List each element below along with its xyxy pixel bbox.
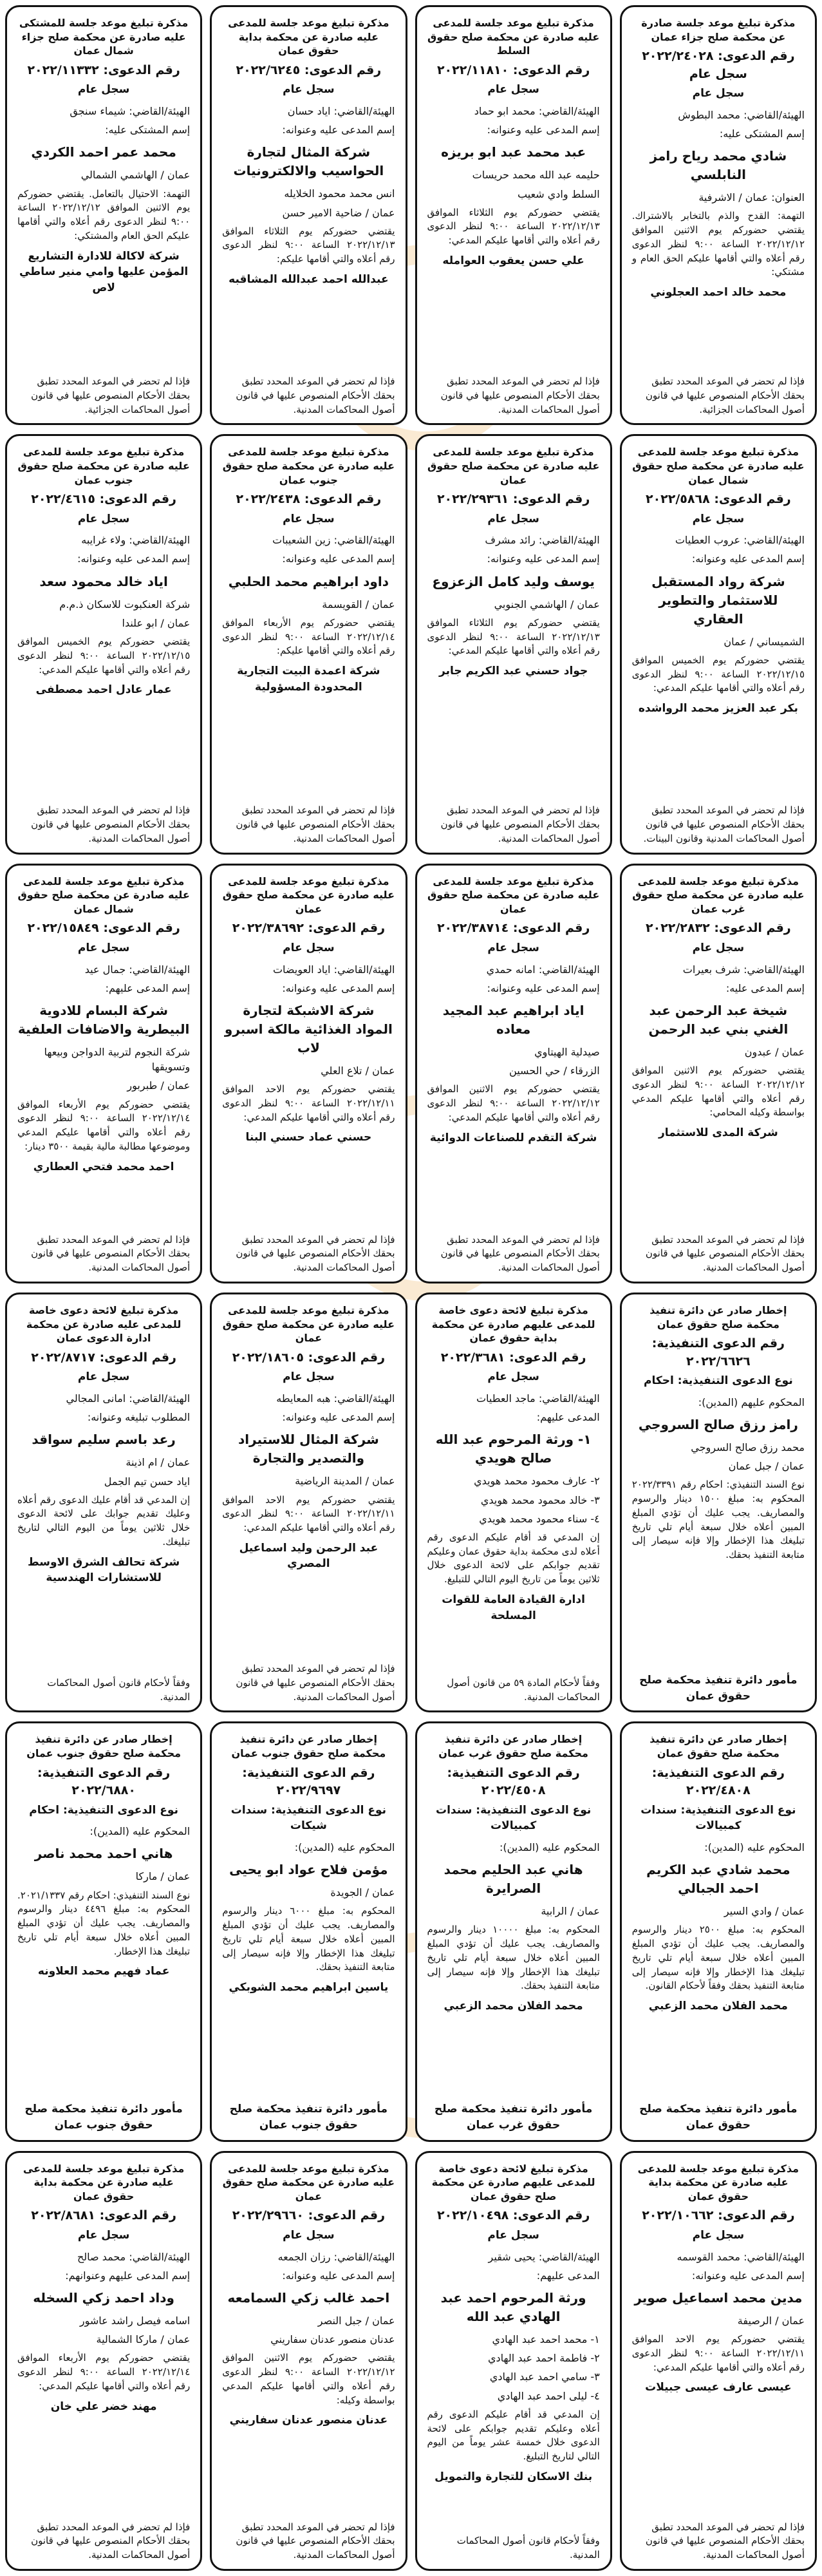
- notice-detail: عمان / الرصيفة: [737, 2315, 805, 2327]
- defendant-name: شركة المثال للاستيراد والتصدير والتجارة: [238, 1432, 379, 1466]
- notice-heading: مذكرة تبليغ موعد جلسة للمدعى عليه صادرة عن محكمة صلح حقوق شمال عمان: [17, 875, 190, 915]
- defendant-name: شادي محمد رياح رامز النابلسي: [649, 148, 787, 183]
- case-number: رقم الدعوى: ٢٠٢٢/٢٩٦٦٠: [232, 2208, 386, 2223]
- case-type: سجل عام: [77, 941, 130, 954]
- plaintiff-name: عمار عادل احمد مصطفى: [35, 683, 172, 697]
- notice-footer: فإذا لم تحضر في الموعد المحدد تطبق بحقك الأحكام المنصوص عليها في قانون أصول المحاكمات الجزائية.: [31, 375, 191, 415]
- notice-line: إسم المدعى عليه:: [725, 981, 805, 994]
- plaintiff-name: شركة اعمدة البيت التجارية المحدودة المسؤولية: [237, 665, 380, 694]
- court-notice: [5, 5, 202, 425]
- case-type: سجل عام: [77, 512, 130, 526]
- case-number: رقم الدعوى: ٢٠٢٢/٢٤٠٢٨ سجل عام: [642, 49, 795, 81]
- notice-detail: عمان / القويسمة: [322, 598, 395, 611]
- notice-detail: عمان / المدينة الرياضية: [295, 1475, 395, 1488]
- case-type: سجل عام: [692, 87, 745, 100]
- notices-grid: [5, 5, 817, 2571]
- notice-footer: فإذا لم تحضر في الموعد المحدد تطبق بحقك الأحكام المنصوص عليها في قانون أصول المحاكمات المدنية.: [440, 1233, 600, 1274]
- court-notice: [210, 2151, 407, 2571]
- notice-heading: مذكرة تبليغ موعد جلسة للمدعى عليه صادرة عن محكمة صلح حقوق غرب عمان: [632, 875, 805, 915]
- notice-line: المدعى عليهم:: [536, 1411, 600, 1424]
- case-type: نوع الدعوى التنفيذية: احكام: [644, 1374, 793, 1388]
- court-notice: [210, 1721, 407, 2141]
- plaintiff-name: شركة تحالف الشرق الاوسط للاستشارات الهندسية: [28, 1555, 180, 1585]
- plaintiff-name: مهند خضر علي خان: [50, 2400, 157, 2413]
- case-type: سجل عام: [77, 83, 130, 97]
- notice-line: إسم المدعى عليهم وعنوانهم:: [65, 2269, 191, 2282]
- notice-footer: فإذا لم تحضر في الموعد المحدد تطبق بحقك الأحكام المنصوص عليها في قانون أصول المحاكمات المدنية.: [440, 375, 600, 415]
- notice-detail: عمان / الرابية: [541, 1905, 600, 1918]
- notice-line: المحكوم عليه (المدين):: [499, 1841, 600, 1853]
- case-number: رقم الدعوى: ٢٠٢٢/٣٦٨١: [440, 1350, 586, 1365]
- case-number: رقم الدعوى: ٢٠٢٢/١٨٦٠٥: [232, 1350, 386, 1365]
- notice-line: المطلوب تبليغه وعنوانه:: [87, 1411, 191, 1424]
- notice-detail: اياد حسن تيم الجمل: [104, 1475, 191, 1488]
- notice-line: الهيئة/القاضي: امانى المجالي: [66, 1392, 191, 1405]
- notice-line: إسم المدعى عليه وعنوانه:: [282, 553, 395, 565]
- case-type: نوع الدعوى التنفيذية: سندات كمبيالات: [640, 1803, 796, 1833]
- notice-body: يقتضي حضوركم يوم الأربعاء الموافق ٢٠٢٢/١٢/١٤ الساعة ٩:٠٠ لنظر الدعوى رقم أعلاه والتي أقامها عليكم المدعي:: [17, 2352, 191, 2392]
- case-type: سجل عام: [692, 2228, 745, 2242]
- notice-detail: ٢- عارف محمود محمد هويدي: [474, 1475, 600, 1488]
- notice-body: التهمة: القدح والذم بالتخابر بالاشتراك. يقتضي حضوركم يوم الاثنين الموافق ٢٠٢٢/١٢/١٢ الساعة ٩:٠٠ لنظر الدعوى رقم أعلاه والتي أقامها عليكم الحق العام و مشتكي:: [631, 210, 805, 278]
- notice-detail: عمان / جبل عمان: [728, 1460, 805, 1473]
- notice-heading: مذكرة تبليغ لائحة دعوى خاصة للمدعى عليهم صادرة عن محكمة صلح حقوق عمان: [431, 2162, 595, 2202]
- notice-body: يقتضي حضوركم يوم الاثنين الموافق ٢٠٢٢/١٢/١٢ الساعة ٩:٠٠ لنظر الدعوى رقم أعلاه والتي أقامها عليكم المدعي بواسطة وكيله المحامي:: [631, 1065, 805, 1119]
- notice-detail: عمان / عبدون: [744, 1046, 805, 1058]
- defendant-name: محمد شادي عبد الكريم احمد الجبالي: [646, 1862, 790, 1897]
- notice-footer: فإذا لم تحضر في الموعد المحدد تطبق بحقك الأحكام المنصوص عليها في قانون أصول المحاكمات المدنية.: [31, 2521, 191, 2561]
- court-notice: [620, 2151, 817, 2571]
- plaintiff-name: عدنان منصور عدنان سفاريني: [229, 2414, 388, 2427]
- defendant-name: اياد ابراهيم عبد المجيد معاده: [442, 1003, 584, 1037]
- plaintiff-name: بكر عبد العزيز محمد الرواشده: [638, 702, 798, 715]
- notice-line: الهيئة/القاضي: اياد العويضات: [272, 963, 395, 976]
- notice-line: الهيئة/القاضي: محمد ابو حماد: [474, 104, 600, 117]
- notice-detail: شركة النجوم لتربية الدواجن وبيعها وتسويقها: [44, 1046, 191, 1074]
- case-number: رقم الدعوى: ٢٠٢٢/٣٨٦٩٢: [232, 921, 386, 936]
- notice-body: المحكوم به: مبلغ ١٠٠٠٠ دينار والرسوم والمصاريف. يجب عليك أن تؤدي المبلغ المبين أعلاه خلال سبعة أيام تلي تاريخ تبليغك هذا الإخطار وإلا فإنه سيصار إلى متابعة التنفيذ بحقك.: [427, 1924, 600, 1992]
- notice-line: إسم المدعى عليه وعنوانه:: [282, 124, 395, 137]
- case-type: سجل عام: [487, 512, 539, 526]
- notice-detail: عمان / ضاحية الامير حسن: [282, 206, 395, 219]
- notice-line: إسم المدعى عليه وعنوانه:: [282, 981, 395, 994]
- defendant-name: مؤمن فلاح عواد ابو يحيى: [229, 1862, 388, 1878]
- defendant-name: عبد محمد عبد ابو بريزه: [441, 144, 586, 160]
- notice-heading: إخطار صادر عن دائرة تنفيذ محكمة صلح حقوق عمان: [649, 1733, 787, 1759]
- notice-detail: عمان / الجويدة: [330, 1886, 395, 1899]
- notice-detail: عمان / ام اذينة: [126, 1456, 191, 1469]
- defendant-name: ورثة المرحوم احمد عبد الهادي عبد الله: [440, 2290, 586, 2324]
- notice-detail: صيدلية الهيتاوي: [534, 1046, 600, 1058]
- notice-line: إسم المدعى عليه وعنوانه:: [487, 553, 600, 565]
- notice-line: الهيئة/القاضي: محمد صالح: [77, 2250, 191, 2263]
- notice-line: الهيئة/القاضي: جمال عيد: [84, 963, 191, 976]
- plaintiff-name: احمد محمد فتحي العطاري: [33, 1160, 174, 1173]
- court-notice: [415, 1721, 612, 2141]
- notice-footer: فإذا لم تحضر في الموعد المحدد تطبق بحقك الأحكام المنصوص عليها في قانون أصول المحاكمات المدنية وقانون البينات.: [643, 804, 805, 844]
- notice-signature: مأمور دائرة تنفيذ محكمة صلح حقوق جنوب عمان: [229, 2103, 388, 2132]
- plaintiff-name: عبدالله احمد عبدالله المشاقبه: [229, 272, 389, 286]
- case-type: سجل عام: [692, 512, 745, 526]
- case-number: رقم الدعوى: ٢٠٢٢/٦٢٤٥: [236, 62, 382, 77]
- notice-line: الهيئة/القاضي: ولاء غرايبه: [81, 534, 191, 547]
- notice-line: الهيئة/القاضي: زين الشعيبات: [272, 534, 395, 547]
- notice-heading: مذكرة تبليغ موعد جلسة للمدعى عليه صادرة عن محكمة صلح حقوق السلط: [427, 17, 600, 57]
- notice-body: المحكوم به: مبلغ ٢٥٠٠ دينار والرسوم والمصاريف. يجب عليك أن تؤدي المبلغ المبين أعلاه خلال سبعة أيام تلي تاريخ تبليغك هذا الإخطار وإلا فإنه سيصار إلى متابعة التنفيذ بحقك وفقاً لأحكام القانون.: [631, 1924, 805, 1992]
- notice-line: الهيئة/القاضي: امانه حمدي: [486, 963, 600, 976]
- defendant-name: شركة رواد المستقبل للاستثمار والتطوير العقاري: [651, 573, 785, 627]
- notice-body: يقتضي حضوركم يوم الاحد الموافق ٢٠٢٢/١٢/١١ الساعة ٩:٠٠ لنظر الدعوى رقم أعلاه والتي أقامها عليكم المدعي:: [631, 2333, 805, 2373]
- notice-line: المحكوم عليهم (المدين):: [698, 1396, 805, 1408]
- notice-heading: مذكرة تبليغ موعد جلسة للمدعى عليه صادرة عن محكمة صلح حقوق جنوب عمان: [17, 446, 190, 486]
- plaintiff-name: محمد الفلان محمد الزعبي: [444, 2000, 583, 2013]
- notice-line: إسم المدعى عليهم:: [105, 981, 191, 994]
- case-number: رقم الدعوى التنفيذية: ٢٠٢٢/٦٦٢٦: [651, 1336, 785, 1368]
- defendant-name: ١- ورثة المرحوم عبد الله صالح هويدي: [435, 1432, 592, 1466]
- notice-heading: مذكرة تبليغ موعد جلسة للمدعى عليه صادرة عن محكمة بداية حقوق عمان: [23, 2162, 185, 2202]
- notice-heading: مذكرة تبليغ موعد جلسة للمدعى عليه صادرة عن محكمة صلح حقوق عمان: [427, 875, 600, 915]
- plaintiff-name: محمد الفلان محمد الزعبي: [648, 2000, 788, 2013]
- court-notice: [5, 864, 202, 1283]
- notice-detail: عمان / طبربور: [127, 1079, 191, 1092]
- plaintiff-name: شركة المدى للاستثمار: [658, 1126, 778, 1140]
- notice-line: الهيئة/القاضي: محمد القوسمه: [677, 2250, 805, 2263]
- notice-line: إسم المدعى عليه وعنوانه:: [282, 1411, 395, 1424]
- notice-heading: مذكرة تبليغ موعد جلسة للمدعى عليه صادرة عن محكمة صلح حقوق شمال عمان: [632, 446, 805, 486]
- court-notice: [620, 1721, 817, 2141]
- case-number: رقم الدعوى: ٢٠٢٢/٤٦١٥: [31, 492, 176, 507]
- notice-line: الهيئة/القاضي: شيماء سنجق: [70, 104, 191, 117]
- case-number: رقم الدعوى: ٢٠٢٢/٥٨٦٨: [645, 492, 791, 507]
- notice-heading: إخطار صادر عن دائرة تنفيذ محكمة صلح حقوق غرب عمان: [438, 1733, 588, 1759]
- plaintiff-name: حسني عماد حسني البنا: [245, 1131, 372, 1144]
- notice-detail: محمد رزق صالح السروجي: [691, 1441, 805, 1454]
- case-type: سجل عام: [487, 941, 539, 954]
- case-number: رقم الدعوى: ٢٠٢٢/١١٨١٠: [436, 62, 590, 77]
- case-number: رقم الدعوى: ٢٠٢٢/١٥٨٤٩: [27, 921, 180, 936]
- notice-detail: الزرقاء / حي الحسين: [509, 1065, 600, 1077]
- notice-footer: وفقاً لأحكام المادة ٥٩ من قانون أصول المحاكمات المدنية.: [447, 1676, 600, 1703]
- notice-footer: فإذا لم تحضر في الموعد المحدد تطبق بحقك الأحكام المنصوص عليها في قانون أصول المحاكمات المدنية.: [31, 804, 191, 844]
- court-notice: [5, 1721, 202, 2141]
- notice-signature: مأمور دائرة تنفيذ محكمة صلح حقوق جنوب عمان: [24, 2103, 183, 2132]
- defendant-name: مدين محمد اسماعيل صوير: [634, 2290, 803, 2306]
- notice-detail: ٢- فاطمة احمد عبد الهادي: [487, 2352, 600, 2365]
- case-type: سجل عام: [487, 2228, 539, 2242]
- notice-heading: مذكرة تبليغ موعد جلسة للمدعى عليه صادرة عن محكمة صلح حقوق عمان: [427, 446, 600, 486]
- case-type: سجل عام: [283, 83, 335, 97]
- defendant-name: يوسف وليد كامل الزعزوع: [432, 573, 595, 589]
- court-notice: [415, 1293, 612, 1712]
- notice-detail: عمان / ماركا: [135, 1870, 191, 1883]
- plaintiff-name: ادارة القيادة العامة للقوات المسلحة: [442, 1593, 585, 1622]
- defendant-name: محمد عمر احمد الكردي: [31, 144, 176, 160]
- notice-body: يقتضي حضوركم يوم الاثنين الموافق ٢٠٢٢/١٢/١٢ الساعة ٩:٠٠ لنظر الدعوى رقم أعلاه والتي أقامها عليكم المدعي بواسطة وكيله:: [222, 2352, 395, 2406]
- case-type: سجل عام: [283, 512, 335, 526]
- notice-line: الهيئة/القاضي: رزان الجمعه: [277, 2250, 395, 2263]
- notice-detail: عمان / الهاشمي الجنوبي: [494, 598, 600, 611]
- notice-signature: مأمور دائرة تنفيذ محكمة صلح حقوق غرب عمان: [434, 2103, 593, 2132]
- notice-heading: مذكرة تبليغ لائحة دعوى خاصة للمدعى عليهم صادرة عن محكمة بداية حقوق عمان: [431, 1303, 595, 1345]
- notice-body: نوع السند التنفيذي: احكام رقم ٢٠٢١/١٣٣٧. المحكوم به: مبلغ ٤٤٩٦ دينار والرسوم والمصاريف. يجب عليك أن تؤدي المبلغ المبين أعلاه خلال سبعة أيام تلي تاريخ تبليغك هذا الإخطار.: [17, 1889, 191, 1957]
- notice-footer: فإذا لم تحضر في الموعد المحدد تطبق بحقك الأحكام المنصوص عليها في قانون أصول المحاكمات المدنية.: [236, 2521, 395, 2561]
- court-notice: [5, 2151, 202, 2571]
- notice-body: يقتضي حضوركم يوم الاحد الموافق ٢٠٢٢/١٢/١١ الساعة ٩:٠٠ لنظر الدعوى رقم أعلاه والتي أقامها عليكم المدعي:: [222, 1493, 395, 1534]
- defendant-name: شيخة عبد الرحمن عبد الغني بني عبد الرحمن: [648, 1003, 789, 1037]
- notice-body: يقتضي حضوركم يوم الخميس الموافق ٢٠٢٢/١٢/١٥ الساعة ٩:٠٠ لنظر الدعوى رقم أعلاه والتي أقامها عليكم المدعي:: [17, 636, 191, 676]
- notice-heading: مذكرة تبليغ موعد جلسة للمدعى عليه صادرة عن محكمة بداية حقوق عمان: [228, 17, 389, 57]
- defendant-name: شركة الاشبكة لتجارة المواد الغذائية مالكة اسبرو لاب: [224, 1003, 393, 1056]
- case-type: سجل عام: [283, 941, 335, 954]
- notice-detail: عمان / الهاشمي الشمالي: [80, 169, 191, 182]
- notice-detail: عمان / تلاع العلي: [321, 1065, 395, 1077]
- defendant-name: داود ابراهيم محمد الحلبي: [228, 573, 389, 589]
- plaintiff-name: شركة التقدم للصناعات الدوائية: [429, 1131, 597, 1144]
- court-notice: [620, 5, 817, 425]
- case-number: رقم الدعوى التنفيذية: ٢٠٢٢/٤٨٠٨: [651, 1765, 785, 1798]
- notice-footer: وفقاً لأحكام قانون أصول المحاكمات المدنية.: [456, 2535, 600, 2561]
- notice-footer: فإذا لم تحضر في الموعد المحدد تطبق بحقك الأحكام المنصوص عليها في قانون أصول المحاكمات الجزائية.: [645, 375, 805, 415]
- defendant-name: وداد احمد زكي السخله: [33, 2290, 174, 2306]
- court-notice: [620, 864, 817, 1283]
- case-number: رقم الدعوى: ٢٠٢٢/٨٧١٧: [31, 1350, 176, 1365]
- case-number: رقم الدعوى: ٢٠٢٢/٣٨٧١٤: [436, 921, 590, 936]
- notice-line: المحكوم عليه (المدين):: [294, 1841, 395, 1853]
- notice-signature: مأمور دائرة تنفيذ محكمة صلح حقوق عمان: [639, 1674, 798, 1703]
- notice-heading: مذكرة تبليغ موعد جلسة للمدعى عليه صادرة عن محكمة صلح حقوق عمان: [222, 875, 395, 915]
- case-type: سجل عام: [487, 1370, 539, 1384]
- notice-footer: فإذا لم تحضر في الموعد المحدد تطبق بحقك الأحكام المنصوص عليها في قانون أصول المحاكمات المدنية.: [236, 1663, 395, 1703]
- case-type: سجل عام: [487, 83, 539, 97]
- notice-line: المحكوم عليه (المدين):: [704, 1841, 805, 1853]
- plaintiff-name: شركة لاكالة للادارة التشاريع المؤمن عليها وامي منير ساطي لاص: [19, 249, 189, 294]
- case-number: رقم الدعوى: ٢٠٢٢/٢٤٣٨: [236, 492, 382, 507]
- notice-detail: عمان / جبل النصر: [317, 2315, 395, 2327]
- plaintiff-name: محمد خالد احمد العجلوني: [650, 286, 787, 299]
- defendant-name: احمد غالب زكي السمامعه: [227, 2290, 390, 2306]
- notice-detail: ٤- ليلى احمد عبد الهادي: [497, 2389, 600, 2402]
- notice-footer: فإذا لم تحضر في الموعد المحدد تطبق بحقك الأحكام المنصوص عليها في قانون أصول المحاكمات المدنية.: [645, 2521, 805, 2561]
- notice-detail: العنوان: عمان / الاشرفية: [698, 191, 805, 204]
- case-number: رقم الدعوى: ٢٠٢٢/١٠٦٦٢: [642, 2208, 795, 2223]
- notice-footer: فإذا لم تحضر في الموعد المحدد تطبق بحقك الأحكام المنصوص عليها في قانون أصول المحاكمات المدنية.: [236, 1233, 395, 1274]
- notice-footer: فإذا لم تحضر في الموعد المحدد تطبق بحقك الأحكام المنصوص عليها في قانون أصول المحاكمات المدنية.: [440, 804, 600, 844]
- notice-footer: فإذا لم تحضر في الموعد المحدد تطبق بحقك الأحكام المنصوص عليها في قانون أصول المحاكمات المدنية.: [31, 1233, 191, 1274]
- notice-heading: مذكرة تبليغ موعد جلسة للمدعى عليه صادرة عن محكمة صلح حقوق عمان: [222, 1303, 395, 1345]
- notice-detail: ١- محمد احمد عبد الهادي: [492, 2333, 600, 2345]
- plaintiff-name: بنك الاسكان للتجارة والتمويل: [434, 2470, 593, 2483]
- case-number: رقم الدعوى التنفيذية: ٢٠٢٢/٩٦٩٧: [242, 1765, 375, 1798]
- case-number: رقم الدعوى: ٢٠٢٢/١٠٤٩٨: [436, 2208, 590, 2223]
- notice-detail: عمان / ماركا الشمالية: [96, 2333, 191, 2346]
- notice-line: الهيئة/القاضي: هبه المعايطه: [276, 1392, 395, 1405]
- notice-body: إن المدعي قد أقام عليكم الدعوى رقم أعلاه لدى محكمة بداية حقوق عمان وعليكم تقديم جوابكم على لائحة الدعوى خلال ثلاثين يوماً من تاريخ اليوم التالي للتبليغ.: [427, 1531, 600, 1586]
- notice-line: إسم المشتكى عليه:: [719, 128, 805, 140]
- court-notice: [620, 434, 817, 854]
- case-number: رقم الدعوى: ٢٠٢٢/١١٣٣٢: [27, 62, 180, 77]
- notice-line: الهيئة/القاضي: عروب العطيات: [675, 534, 805, 547]
- case-type: نوع الدعوى التنفيذية: احكام: [29, 1803, 178, 1817]
- notice-detail: ٤- سناء محمود محمد هويدي: [479, 1512, 600, 1525]
- court-notice: [210, 434, 407, 854]
- notice-body: إن المدعي قد أقام عليك الدعوى رقم أعلاه وعليك تقديم جوابك على لائحة الدعوى خلال ثلاثين يوماً من اليوم التالي لتاريخ تبليغك.: [17, 1493, 191, 1548]
- court-notice: [415, 2151, 612, 2571]
- notice-line: إسم المدعى عليه وعنوانه:: [691, 2269, 805, 2282]
- notice-footer: فإذا لم تحضر في الموعد المحدد تطبق بحقك الأحكام المنصوص عليها في قانون أصول المحاكمات المدنية.: [236, 804, 395, 844]
- notice-detail: ٣- سامي احمد عبد الهادي: [489, 2371, 600, 2383]
- notice-heading: مذكرة تبليغ موعد جلسة للمدعى عليه صادرة عن محكمة بداية حقوق عمان: [637, 2162, 799, 2202]
- notice-detail: عمان / ابو علندا: [122, 616, 191, 629]
- notice-line: إسم المدعى عليه وعنوانه:: [282, 2269, 395, 2282]
- plaintiff-name: عماد فهيم محمد العلاونه: [37, 1965, 170, 1978]
- notice-line: إسم المدعى عليه وعنوانه:: [487, 981, 600, 994]
- court-notice: [620, 1293, 817, 1712]
- notice-line: إسم المدعى عليه وعنوانه:: [691, 553, 805, 565]
- notice-detail: السلط وادي شعيب: [518, 187, 600, 200]
- notice-detail: عمان / وادي السير: [724, 1905, 805, 1918]
- notice-detail: حليمه عبد الله محمد حريسات: [472, 169, 600, 182]
- court-notice: [210, 1293, 407, 1712]
- court-notice: [5, 1293, 202, 1712]
- case-number: رقم الدعوى: ٢٠٢٢/٨٦٨١: [31, 2208, 176, 2223]
- defendant-name: اياد خالد محمود سعد: [39, 573, 168, 589]
- notice-detail: انس محمد محمود الخلايله: [284, 187, 395, 200]
- case-number: رقم الدعوى: ٢٠٢٢/٢٩٣٦١: [436, 492, 590, 507]
- notice-body: إن المدعي قد أقام عليكم الدعوى رقم أعلاه وعليكم تقديم جوابكم على لائحة الدعوى خلال خمسة عشر يوماً من اليوم التالي لتاريخ التبليغ.: [427, 2408, 600, 2462]
- court-notice: [5, 434, 202, 854]
- court-notice: [210, 864, 407, 1283]
- defendant-name: رامز رزق صالح السروجي: [638, 1417, 798, 1433]
- notice-detail: الشميساني / عمان: [724, 635, 805, 648]
- notice-heading: إخطار صادر عن دائرة تنفيذ محكمة صلح حقوق جنوب عمان: [231, 1733, 386, 1759]
- notice-body: يقتضي حضوركم يوم الخميس الموافق ٢٠٢٢/١٢/١٥ الساعة ٩:٠٠ لنظر الدعوى رقم أعلاه والتي أقامها عليكم المدعي:: [631, 654, 805, 694]
- notice-line: الهيئة/القاضي: رائد مشرف: [485, 534, 600, 547]
- notice-line: إسم المشتكى عليه:: [105, 124, 191, 137]
- notice-body: يقتضي حضوركم يوم الاحد الموافق ٢٠٢٢/١٢/١١ الساعة ٩:٠٠ لنظر الدعوى رقم أعلاه والتي أقامها عليكم المدعي:: [222, 1083, 395, 1123]
- notice-body: يقتضي حضوركم يوم الاثنين الموافق ٢٠٢٢/١٢/١٢ الساعة ٩:٠٠ لنظر الدعوى رقم أعلاه والتي أقامها عليكم المدعي:: [427, 1083, 600, 1123]
- notice-detail: شركة العنكبوت للاسكان ذ.م.م: [59, 598, 191, 611]
- notice-detail: اسامه فيصل راشد عاشور: [79, 2315, 191, 2327]
- case-type: سجل عام: [283, 1370, 335, 1384]
- notice-body: المحكوم به: مبلغ ٦٠٠٠ دينار والرسوم والمصاريف. يجب عليك أن تؤدي المبلغ المبين أعلاه خلال سبعة أيام تلي تاريخ تبليغك هذا الإخطار وإلا فإنه سيصار إلى متابعة التنفيذ بحقك.: [222, 1905, 395, 1973]
- notice-body: يقتضي حضوركم يوم الثلاثاء الموافق ٢٠٢٢/١٢/١٣ الساعة ٩:٠٠ لنظر الدعوى رقم أعلاه والتي أقامها عليكم:: [222, 225, 395, 265]
- notice-heading: مذكرة تبليغ موعد جلسة للمدعى عليه صادرة عن محكمة صلح حقوق جنوب عمان: [222, 446, 395, 486]
- notice-line: الهيئة/القاضي: ماجد العطيات: [476, 1392, 600, 1405]
- plaintiff-name: جواد حسني عبد الكريم جابر: [439, 665, 588, 678]
- case-number: رقم الدعوى: ٢٠٢٢/٢٨٣٢: [645, 921, 791, 936]
- defendant-name: شركة المثال لتجارة الحواسيب والالكترونيات: [233, 144, 384, 179]
- case-type: نوع الدعوى التنفيذية: سندات كمبيالات: [435, 1803, 592, 1833]
- defendant-name: شركة البسام للادوية البيطرية والاضافات العلفية: [17, 1003, 190, 1037]
- court-notice: [415, 864, 612, 1283]
- case-type: نوع الدعوى التنفيذية: سندات شيكات: [230, 1803, 386, 1833]
- court-notice: [415, 434, 612, 854]
- notice-body: يقتضي حضوركم يوم الثلاثاء الموافق ٢٠٢٢/١٢/١٣ الساعة ٩:٠٠ لنظر الدعوى رقم أعلاه والتي أقامها عليكم المدعي:: [427, 616, 600, 657]
- notice-heading: مذكرة تبليغ لائحة دعوى خاصة للمدعى عليه صادرة عن محكمة ادارة الدعوى عمان: [26, 1303, 182, 1345]
- plaintiff-name: ياسين ابراهيم محمد الشوبكي: [229, 1981, 389, 1994]
- notice-line: الهيئة/القاضي: شرف بعيرات: [682, 963, 805, 976]
- notice-body: التهمة: الاحتيال بالتعامل. يقتضي حضوركم يوم الاثنين الموافق ٢٠٢٢/١٢/١٢ الساعة ٩:٠٠ لنظر الدعوى رقم أعلاه والتي أقامها عليكم الحق العام والمشتكي:: [17, 187, 191, 242]
- defendant-name: هاني عبد الحليم محمد الصرايرة: [444, 1862, 583, 1897]
- plaintiff-name: علي حسن يعقوب العوامله: [442, 254, 584, 267]
- court-notice: [415, 5, 612, 425]
- defendant-name: رعد باسم سليم سواقد: [32, 1432, 176, 1448]
- notice-heading: مذكرة تبليغ موعد جلسة للمشتكى عليه صادرة عن محكمة صلح جزاء شمال عمان: [19, 17, 189, 57]
- notice-footer: وفقاً لأحكام قانون أصول المحاكمات المدنية.: [47, 1676, 191, 1703]
- case-number: رقم الدعوى التنفيذية: ٢٠٢٢/٤٥٠٨: [447, 1765, 580, 1798]
- notice-heading: إخطار صادر عن دائرة تنفيذ محكمة صلح حقوق عمان: [649, 1303, 787, 1331]
- case-number: رقم الدعوى التنفيذية: ٢٠٢٢/٦٨٨٠: [37, 1765, 171, 1798]
- notice-heading: مذكرة تبليغ موعد جلسة للمدعى عليه صادرة عن محكمة صلح حقوق عمان: [222, 2162, 395, 2202]
- notice-signature: مأمور دائرة تنفيذ محكمة صلح حقوق عمان: [639, 2103, 798, 2132]
- notice-line: الهيئة/القاضي: محمد البطوش: [678, 108, 805, 121]
- notice-detail: عدنان منصور عدنان سفاريني: [270, 2333, 395, 2346]
- notice-footer: فإذا لم تحضر في الموعد المحدد تطبق بحقك الأحكام المنصوص عليها في قانون أصول المحاكمات المدنية.: [236, 375, 395, 415]
- case-type: سجل عام: [283, 2228, 335, 2242]
- notice-line: الهيئة/القاضي: اياد حسان: [287, 104, 395, 117]
- plaintiff-name: عبد الرحمن وليد اسماعيل المصري: [239, 1541, 378, 1571]
- notice-line: المحكوم عليه (المدين):: [89, 1825, 191, 1838]
- notice-body: يقتضي حضوركم يوم الأربعاء الموافق ٢٠٢٢/١٢/١٤ الساعة ٩:٠٠ لنظر الدعوى رقم أعلاه والتي أقامها عليكم المدعي وموضوعها مطالبة مالية بقيمة ٣٥٠٠ دينار:: [17, 1098, 191, 1152]
- notice-body: يقتضي حضوركم يوم الأربعاء الموافق ٢٠٢٢/١٢/١٤ الساعة ٩:٠٠ لنظر الدعوى رقم أعلاه والتي أقامها عليكم:: [222, 616, 395, 657]
- notice-detail: ٣- خالد محمود محمد هويدي: [480, 1493, 600, 1506]
- notice-line: إسم المدعى عليه وعنوانه:: [487, 124, 600, 137]
- case-type: سجل عام: [77, 1370, 130, 1384]
- notice-footer: فإذا لم تحضر في الموعد المحدد تطبق بحقك الأحكام المنصوص عليها في قانون أصول المحاكمات المدنية.: [645, 1233, 805, 1274]
- defendant-name: هاني احمد محمد ناصر: [34, 1846, 173, 1862]
- notice-heading: مذكرة تبليغ موعد جلسة صادرة عن محكمة صلح جزاء عمان: [641, 17, 796, 43]
- court-notice: [210, 5, 407, 425]
- notice-body: نوع السند التنفيذي: احكام رقم ٢٠٢٢/٣٣٩١ المحكوم به: مبلغ ١٥٠٠ دينار والرسوم والمصاريف. يجب عليك أن تؤدي المبلغ المبين أعلاه خلال سبعة أيام تلي تاريخ تبليغك هذا الإخطار وإلا فإنه سيصار إلى متابعة التنفيذ بحقك.: [631, 1479, 805, 1561]
- case-type: سجل عام: [77, 2228, 130, 2242]
- plaintiff-name: عيسى عارف عيسى جبيلات: [645, 2381, 792, 2394]
- notice-line: المدعى عليهم:: [536, 2269, 600, 2282]
- notice-line: إسم المدعى عليه وعنوانه:: [77, 553, 191, 565]
- notice-heading: إخطار صادر عن دائرة تنفيذ محكمة صلح حقوق جنوب عمان: [26, 1733, 182, 1759]
- notice-line: الهيئة/القاضي: يحيى شقير: [488, 2250, 600, 2263]
- notice-body: يقتضي حضوركم يوم الثلاثاء الموافق ٢٠٢٢/١٢/١٣ الساعة ٩:٠٠ لنظر الدعوى رقم أعلاه والتي أقامها عليكم المدعي:: [427, 206, 600, 247]
- case-type: سجل عام: [692, 941, 745, 954]
